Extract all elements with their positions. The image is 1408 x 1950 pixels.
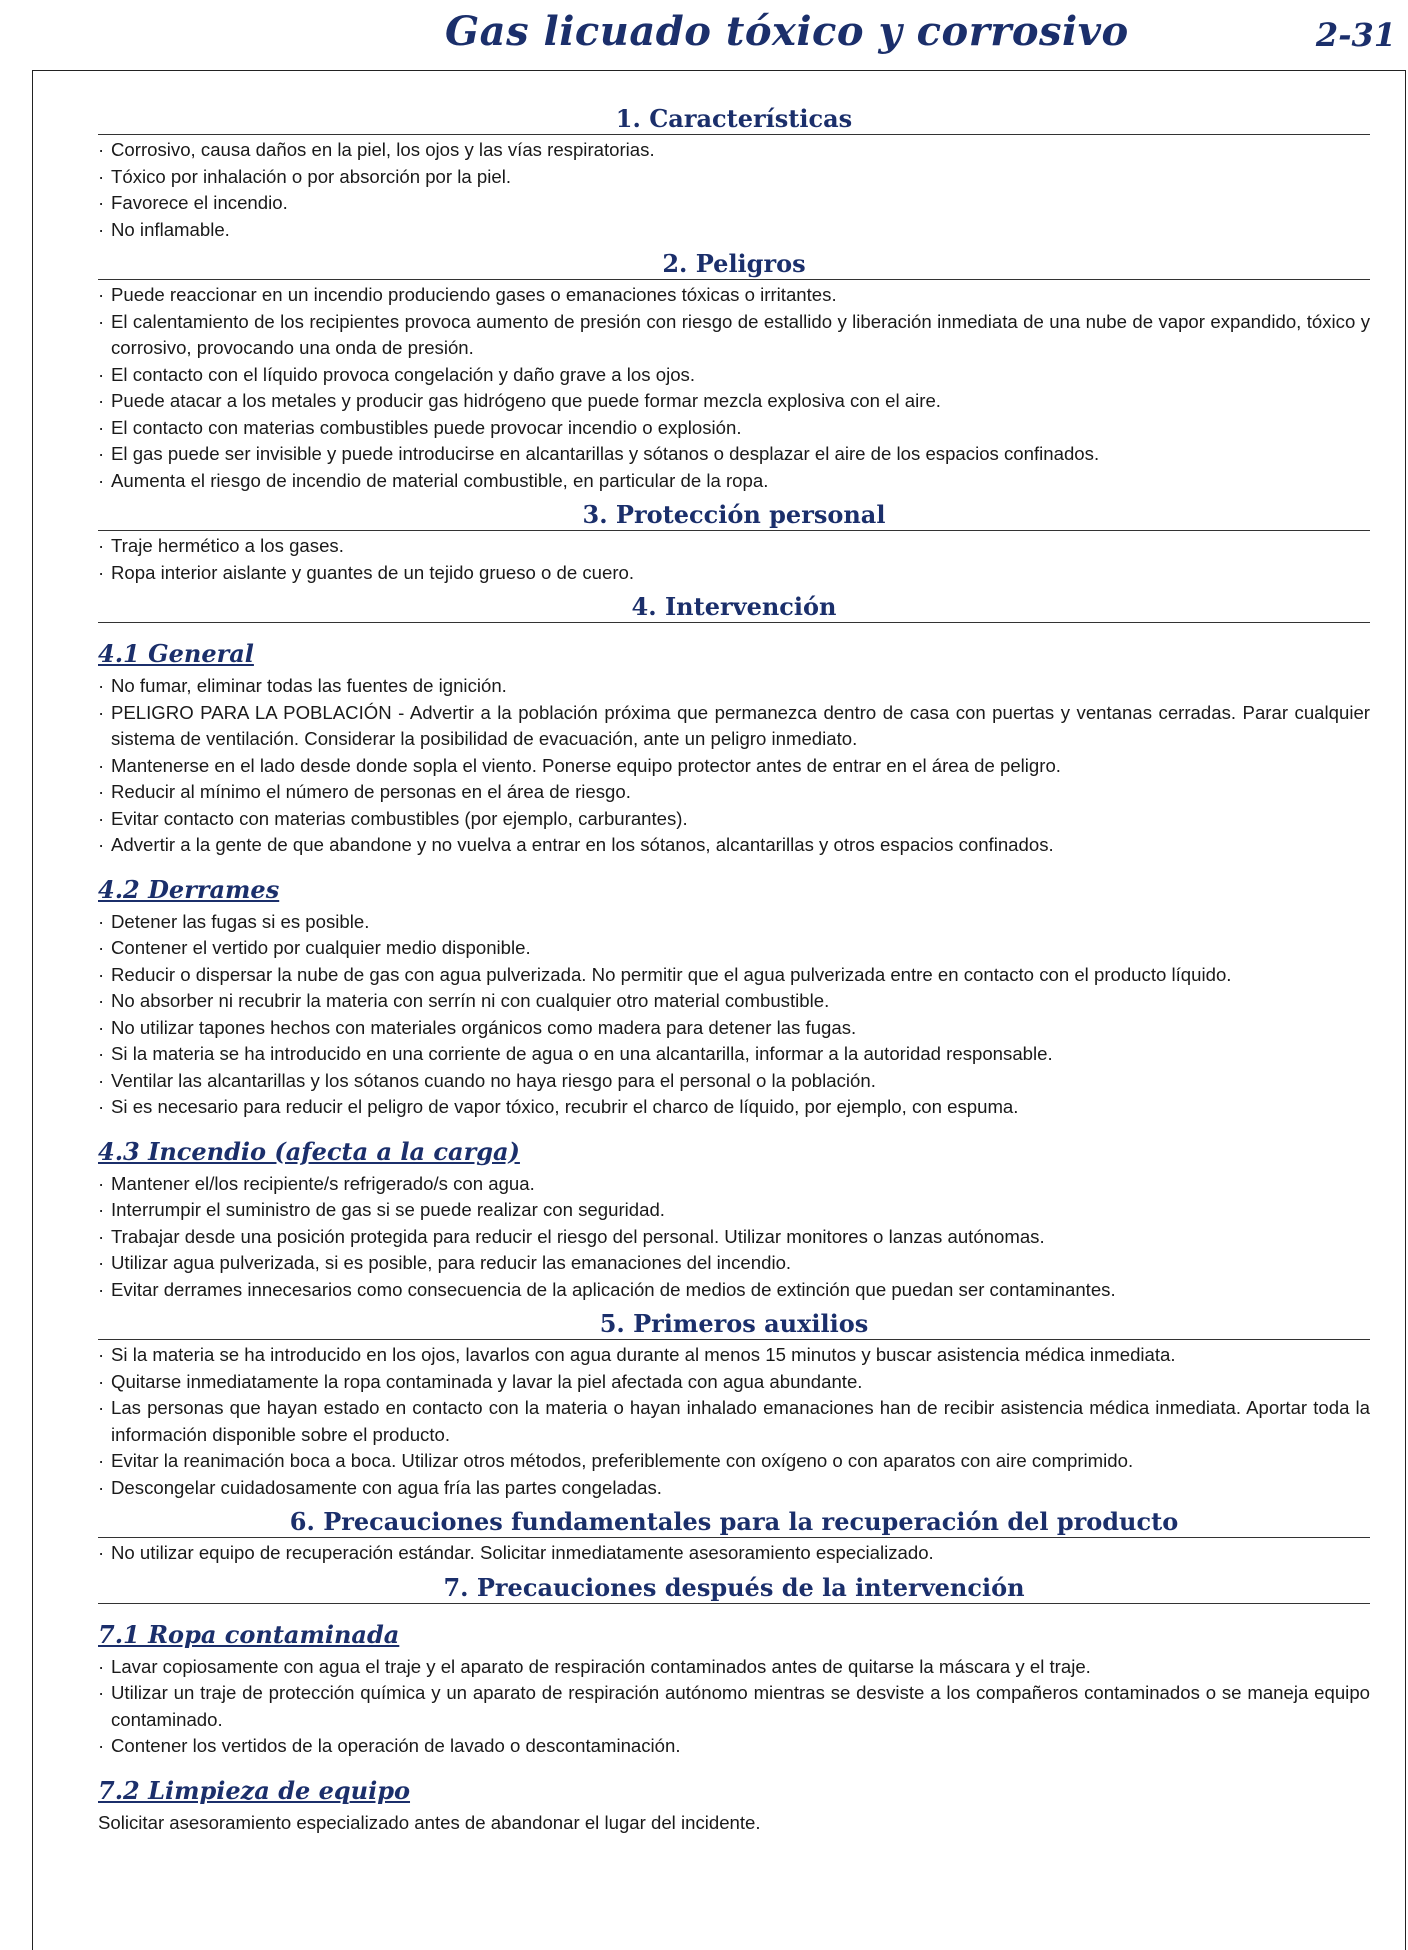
page-number: 2-31 (1315, 16, 1396, 54)
bullet-list (98, 137, 1370, 243)
list-item: · El contacto con el líquido provoca congelación y daño grave a los ojos. (98, 362, 1370, 389)
subsection-title: 4.3 Incendio (afecta a la carga) (98, 1136, 520, 1166)
section-title: 6. Precauciones fundamentales para la recuperación del producto (289, 1507, 1179, 1536)
list-item: · El gas puede ser invisible y puede introducirse en alcantarillas y sótanos o desplazar el aire de los espacios confinados. (98, 441, 1370, 468)
list-item: · Puede reaccionar en un incendio produciendo gases o emanaciones tóxicas o irritantes. (98, 282, 1370, 309)
list-item: · Si es necesario para reducir el peligro de vapor tóxico, recubrir el charco de líquido, por ejemplo, con espuma. (98, 1094, 1370, 1121)
list-item: · Descongelar cuidadosamente con agua fría las partes congeladas. (98, 1475, 1370, 1502)
list-item: · Contener los vertidos de la operación de lavado o descontaminación. (98, 1733, 1370, 1760)
bullet-list (98, 1654, 1370, 1760)
page-header (0, 0, 1408, 66)
list-item: · Ropa interior aislante y guantes de un tejido grueso o de cuero. (98, 560, 1370, 587)
section-title: 7. Precauciones después de la intervención (443, 1572, 1025, 1602)
list-item: · Mantener el/los recipiente/s refrigerado/s con agua. (98, 1171, 1370, 1198)
section-divider (98, 1339, 1370, 1340)
section-1 (98, 104, 1370, 243)
bullet-list (98, 909, 1370, 1121)
list-item: · Trabajar desde una posición protegida para reducir el riesgo del personal. Utilizar monitores o lanzas autónomas. (98, 1224, 1370, 1251)
section-4 (98, 592, 1370, 1303)
list-item: · No inflamable. (98, 217, 1370, 244)
document-body (98, 104, 1370, 1840)
bullet-list (98, 533, 1370, 586)
subsection-title: 7.1 Ropa contaminada (98, 1619, 400, 1649)
list-item: · Evitar contacto con materias combustibles (por ejemplo, carburantes). (98, 806, 1370, 833)
bullet-list (98, 1171, 1370, 1304)
list-item: · Corrosivo, causa daños en la piel, los ojos y las vías respiratorias. (98, 137, 1370, 164)
bullet-list (98, 1540, 1370, 1567)
section-divider (98, 530, 1370, 531)
subsection-title: 4.2 Derrames (98, 874, 280, 904)
subsection-title: 4.1 General (98, 639, 254, 668)
section-title: 4. Intervención (631, 592, 837, 621)
list-item: · Traje hermético a los gases. (98, 533, 1370, 560)
section-2 (98, 249, 1370, 494)
section-divider (98, 622, 1370, 623)
list-item: · PELIGRO PARA LA POBLACIÓN - Advertir a la población próxima que permanezca dentro de casa con puertas y ventanas cerradas. Parar cualquier sistema de ventilación. Considerar la posibilidad de evacuación, ante un peligro inmediato. (98, 700, 1370, 753)
list-item: · Evitar derrames innecesarios como consecuencia de la aplicación de medios de extinción que puedan ser contaminantes. (98, 1277, 1370, 1304)
list-item: · Mantenerse en el lado desde donde sopla el viento. Ponerse equipo protector antes de entrar en el área de peligro. (98, 753, 1370, 780)
list-item: · Las personas que hayan estado en contacto con la materia o hayan inhalado emanaciones han de recibir asistencia médica inmediata. Aportar toda la información disponible sobre el producto. (98, 1395, 1370, 1448)
list-item: · Advertir a la gente de que abandone y no vuelva a entrar en los sótanos, alcantarillas y otros espacios confinados. (98, 832, 1370, 859)
bullet-list (98, 1342, 1370, 1501)
list-item: · Puede atacar a los metales y producir gas hidrógeno que puede formar mezcla explosiva con el aire. (98, 388, 1370, 415)
list-item: · No utilizar tapones hechos con materiales orgánicos como madera para detener las fugas. (98, 1015, 1370, 1042)
list-item: · Utilizar un traje de protección química y un aparato de respiración autónomo mientras se desviste a los compañeros contaminados o se maneja equipo contaminado. (98, 1680, 1370, 1733)
list-item: · Favorece el incendio. (98, 190, 1370, 217)
list-item: · Si la materia se ha introducido en los ojos, lavarlos con agua durante al menos 15 minutos y buscar asistencia médica inmediata. (98, 1342, 1370, 1369)
section-title: 2. Peligros (662, 249, 806, 278)
list-item: · Aumenta el riesgo de incendio de material combustible, en particular de la ropa. (98, 468, 1370, 495)
paragraph: Solicitar asesoramiento especializado antes de abandonar el lugar del incidente. (98, 1811, 761, 1833)
section-divider (98, 1603, 1370, 1604)
section-6 (98, 1507, 1370, 1567)
list-item: · Lavar copiosamente con agua el traje y el aparato de respiración contaminados antes de quitarse la máscara y el traje. (98, 1654, 1370, 1681)
section-title: 3. Protección personal (582, 500, 886, 529)
section-divider (98, 1537, 1370, 1538)
bullet-list (98, 673, 1370, 859)
section-divider (98, 134, 1370, 135)
subsection-title: 7.2 Limpieza de equipo (98, 1775, 411, 1805)
section-title: 1. Características (615, 104, 853, 133)
list-item: · No absorber ni recubrir la materia con serrín ni con cualquier otro material combustible. (98, 988, 1370, 1015)
section-divider (98, 279, 1370, 280)
document-title: Gas licuado tóxico y corrosivo (445, 8, 1129, 55)
list-item: · No utilizar equipo de recuperación estándar. Solicitar inmediatamente asesoramiento especializado. (98, 1540, 1370, 1567)
list-item: · Contener el vertido por cualquier medio disponible. (98, 935, 1370, 962)
list-item: · Si la materia se ha introducido en una corriente de agua o en una alcantarilla, informar a la autoridad responsable. (98, 1041, 1370, 1068)
list-item: · Reducir al mínimo el número de personas en el área de riesgo. (98, 779, 1370, 806)
list-item: · Utilizar agua pulverizada, si es posible, para reducir las emanaciones del incendio. (98, 1250, 1370, 1277)
section-title: 5. Primeros auxilios (599, 1309, 869, 1338)
section-5 (98, 1309, 1370, 1501)
list-item: · Detener las fugas si es posible. (98, 909, 1370, 936)
section-3 (98, 500, 1370, 586)
section-7 (98, 1573, 1370, 1837)
list-item: · El calentamiento de los recipientes provoca aumento de presión con riesgo de estallido y liberación inmediata de una nube de vapor expandido, tóxico y corrosivo, provocando una onda de presión. (98, 309, 1370, 362)
bullet-list (98, 282, 1370, 494)
list-item: · Tóxico por inhalación o por absorción por la piel. (98, 164, 1370, 191)
list-item: · Quitarse inmediatamente la ropa contaminada y lavar la piel afectada con agua abundante. (98, 1369, 1370, 1396)
list-item: · No fumar, eliminar todas las fuentes de ignición. (98, 673, 1370, 700)
list-item: · Interrumpir el suministro de gas si se puede realizar con seguridad. (98, 1197, 1370, 1224)
list-item: · El contacto con materias combustibles puede provocar incendio o explosión. (98, 415, 1370, 442)
list-item: · Reducir o dispersar la nube de gas con agua pulverizada. No permitir que el agua pulverizada entre en contacto con el producto líquido. (98, 962, 1370, 989)
list-item: · Ventilar las alcantarillas y los sótanos cuando no haya riesgo para el personal o la población. (98, 1068, 1370, 1095)
list-item: · Evitar la reanimación boca a boca. Utilizar otros métodos, preferiblemente con oxígeno o con aparatos con aire comprimido. (98, 1448, 1370, 1475)
